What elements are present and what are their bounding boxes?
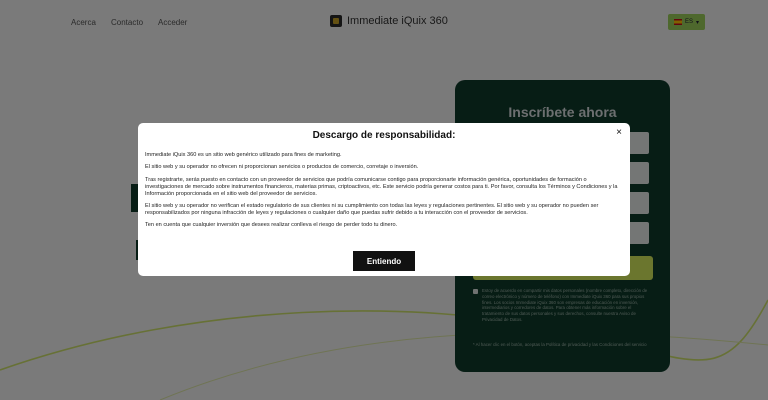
- disclaimer-modal: [138, 123, 630, 276]
- modal-title: Descargo de responsabilidad:: [312, 130, 456, 141]
- accept-button[interactable]: Entiendo: [353, 251, 415, 271]
- disclaimer-paragraph: Ten en cuenta que cualquier inversión que desees realizar conlleva el riesgo de perder todo tu dinero.: [145, 222, 398, 229]
- disclaimer-paragraph: El sitio web y su operador no ofrecen ni proporcionan servicios o productos de comercio, corretaje o inversión.: [145, 164, 419, 171]
- disclaimer-paragraph: El sitio web y su operador no verifican el estado regulatorio de sus clientes ni su cumplimiento con todas las leyes y regulaciones pertinentes. El sitio web y su operador no pueden ser responsabilizados por ninguna infracción de leyes y regulaciones o cualquier daño que puedas sufrir debido a tu interacción con el proveedor de servicios.: [145, 202, 599, 216]
- disclaimer-paragraph: Immediate iQuix 360 es un sitio web genérico utilizado para fines de marketing.: [145, 152, 342, 158]
- disclaimer-paragraph: Tras registrarte, serás puesto en contacto con un proveedor de servicios que podría comunicarse contigo para proporcionarte información genérica, oportunidades de formación o investigaciones de mercado sobre instrumentos financieros, materias primas, criptoactivos, etc. Este servicio podría generar costos para ti. Por favor, consulta los Términos y Condiciones y la Información proporcionada en el sitio web del proveedor de servicios.: [145, 176, 618, 197]
- close-icon[interactable]: ×: [616, 127, 622, 138]
- modal-body: [145, 152, 623, 234]
